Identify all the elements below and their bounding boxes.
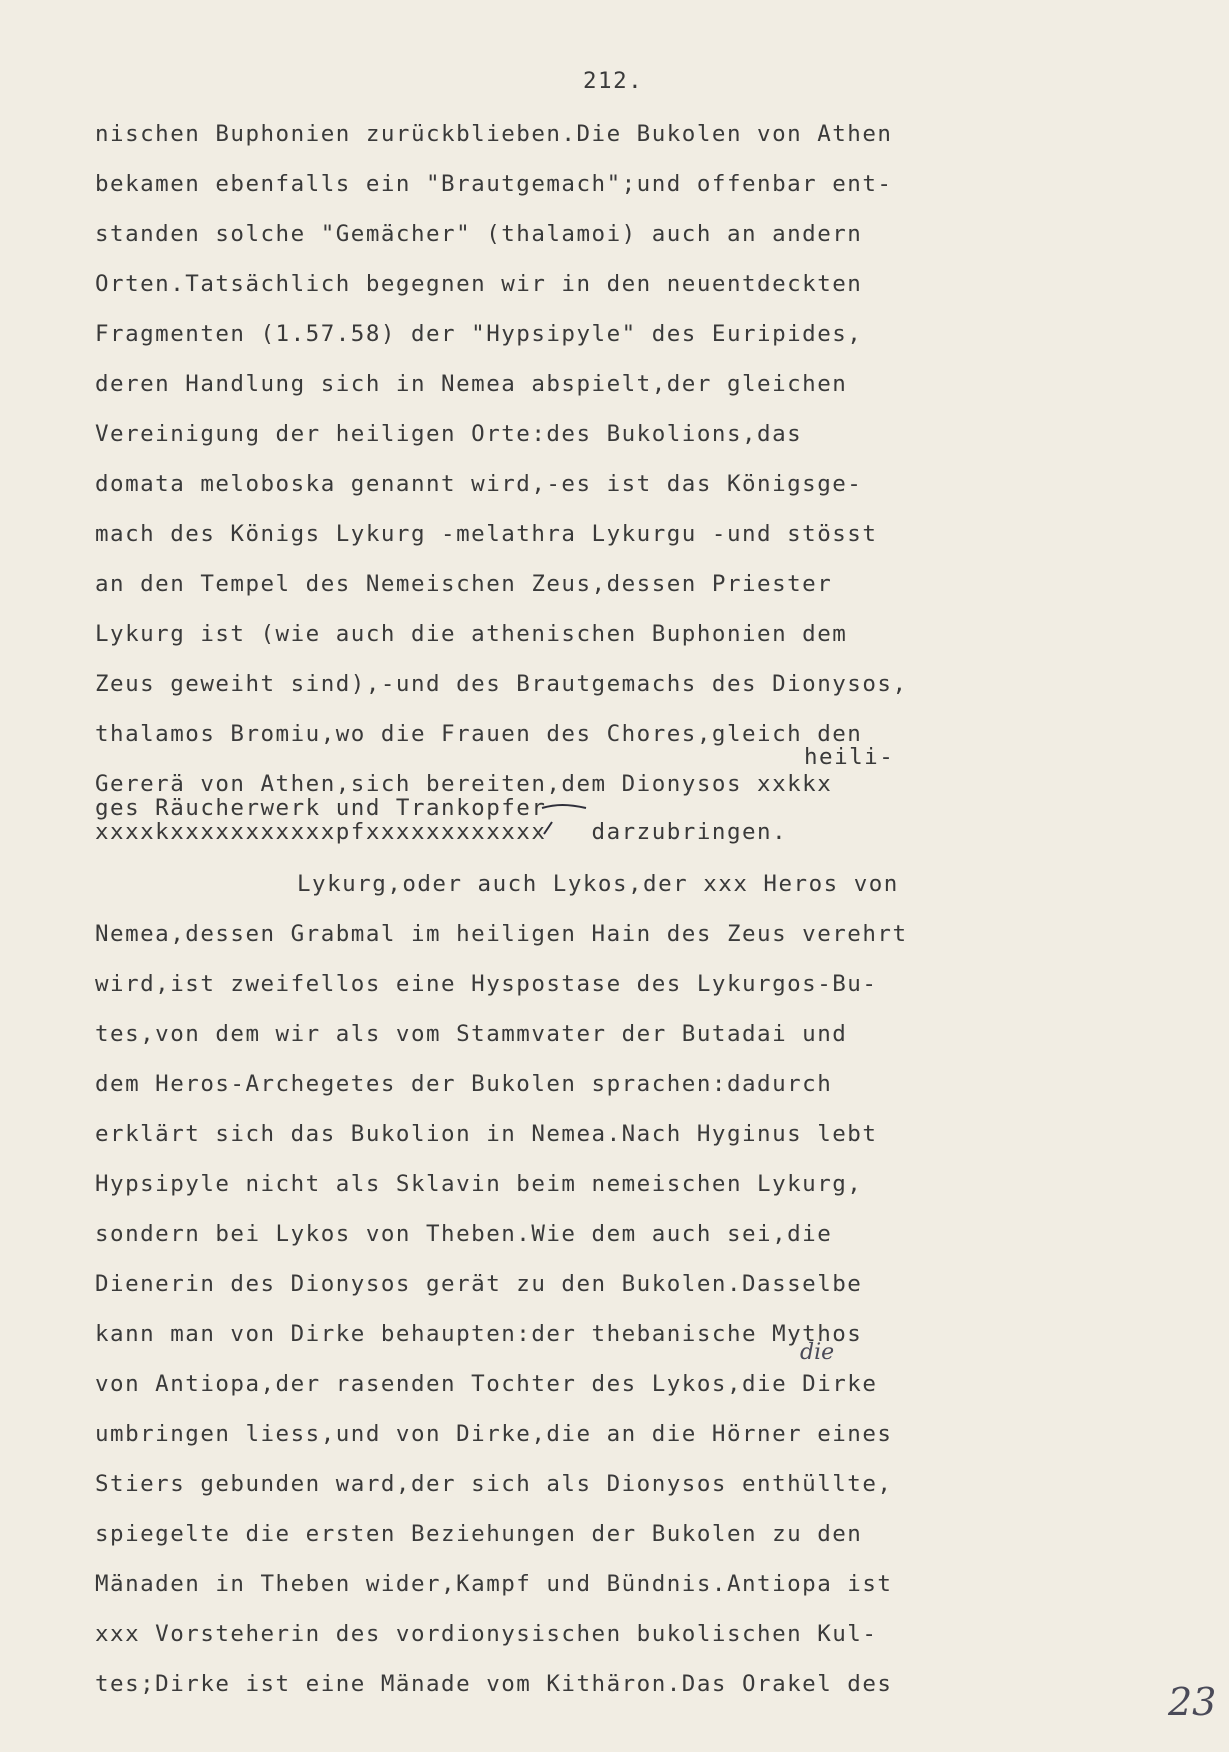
- text-line: von Antiopa,der rasenden Tochter des Lykos,die Dirke: [95, 1371, 878, 1397]
- text-line: Zeus geweiht sind),-und des Brautgemachs des Dionysos,: [95, 671, 908, 697]
- text-line: Dienerin des Dionysos gerät zu den Bukolen.Dasselbe: [95, 1271, 863, 1297]
- text-line: deren Handlung sich in Nemea abspielt,der gleichen: [95, 371, 848, 397]
- text-line: xxxxkxxxxxxxxxxxpfxxxxxxxxxxxx darzubringen.: [95, 819, 788, 845]
- text-line: ges Räucherwerk und Trankopfer: [95, 795, 547, 821]
- text-line: nischen Buphonien zurückblieben.Die Bukolen von Athen: [95, 121, 893, 147]
- text-line: Mänaden in Theben wider,Kampf und Bündnis.Antiopa ist: [95, 1571, 893, 1597]
- text-line: thalamos Bromiu,wo die Frauen des Chores,gleich den: [95, 721, 863, 747]
- text-line: umbringen liess,und von Dirke,die an die Hörner eines: [95, 1421, 893, 1447]
- text-line: kann man von Dirke behaupten:der thebanische Mythos: [95, 1321, 863, 1347]
- text-line: erklärt sich das Bukolion in Nemea.Nach Hyginus lebt: [95, 1121, 878, 1147]
- paragraph-first-line: Lykurg,oder auch Lykos,der xxx Heros von: [297, 871, 899, 897]
- text-line: Fragmenten (1.57.58) der "Hypsipyle" des Euripides,: [95, 321, 863, 347]
- typed-insertion: heili-: [804, 744, 895, 770]
- text-line: Gererä von Athen,sich bereiten,dem Dionysos xxkkx: [95, 771, 833, 797]
- text-line: wird,ist zweifellos eine Hyspostase des Lykurgos-Bu-: [95, 971, 878, 997]
- text-line: tes;Dirke ist eine Mänade vom Kithäron.Das Orakel des: [95, 1671, 893, 1697]
- handwritten-insertion: die: [800, 1340, 835, 1365]
- text-line: dem Heros-Archegetes der Bukolen sprachen:dadurch: [95, 1071, 833, 1097]
- page-number: 212.: [583, 68, 644, 94]
- handwritten-insertion-mark: [540, 802, 590, 836]
- text-line: Lykurg ist (wie auch die athenischen Buphonien dem: [95, 621, 848, 647]
- text-line: bekamen ebenfalls ein "Brautgemach";und offenbar ent-: [95, 171, 893, 197]
- text-line: mach des Königs Lykurg -melathra Lykurgu -und stösst: [95, 521, 878, 547]
- text-line: domata meloboska genannt wird,-es ist das Königsge-: [95, 471, 863, 497]
- text-line: standen solche "Gemächer" (thalamoi) auch an andern: [95, 221, 863, 247]
- text-line: spiegelte die ersten Beziehungen der Bukolen zu den: [95, 1521, 863, 1547]
- text-line: an den Tempel des Nemeischen Zeus,dessen Priester: [95, 571, 833, 597]
- text-line: Hypsipyle nicht als Sklavin beim nemeischen Lykurg,: [95, 1171, 863, 1197]
- text-line: Stiers gebunden ward,der sich als Dionysos enthüllte,: [95, 1471, 893, 1497]
- text-line: Vereinigung der heiligen Orte:des Bukolions,das: [95, 421, 803, 447]
- text-line: tes,von dem wir als vom Stammvater der Butadai und: [95, 1021, 848, 1047]
- text-line: sondern bei Lykos von Theben.Wie dem auch sei,die: [95, 1221, 833, 1247]
- text-line: Nemea,dessen Grabmal im heiligen Hain des Zeus verehrt: [95, 921, 908, 947]
- text-line: Orten.Tatsächlich begegnen wir in den neuentdeckten: [95, 271, 863, 297]
- sheet-number: 23: [1168, 1680, 1217, 1724]
- text-line: xxx Vorsteherin des vordionysischen bukolischen Kul-: [95, 1621, 878, 1647]
